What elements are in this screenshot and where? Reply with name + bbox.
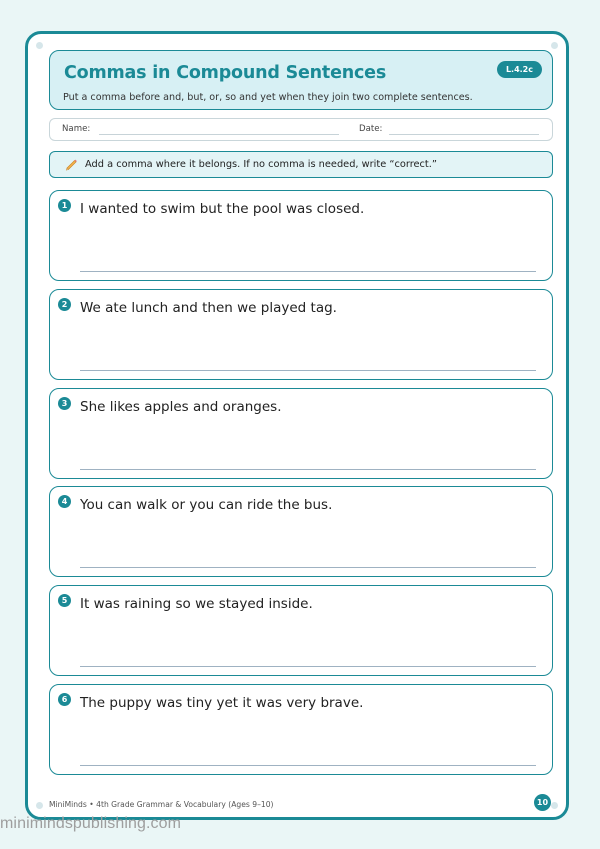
date-label: Date:	[359, 124, 383, 134]
question-card	[49, 585, 553, 676]
corner-dot	[551, 802, 558, 809]
answer-line[interactable]	[80, 271, 536, 272]
instructions-box	[49, 151, 553, 178]
corner-dot	[36, 802, 43, 809]
name-date-bar	[49, 118, 553, 141]
question-number: 1	[58, 199, 71, 212]
corner-dot	[36, 42, 43, 49]
question-sentence: It was raining so we stayed inside.	[80, 596, 313, 612]
question-card	[49, 190, 553, 281]
page-number-badge: 10	[534, 794, 551, 811]
question-number: 6	[58, 693, 71, 706]
question-number: 4	[58, 495, 71, 508]
watermark: minimindspublishing.com	[0, 815, 182, 832]
worksheet-page	[25, 31, 569, 820]
standard-badge: L.4.2c	[497, 61, 542, 78]
worksheet-header	[49, 50, 553, 110]
instructions-text: Add a comma where it belongs. If no comma is needed, write “correct.”	[85, 159, 437, 170]
question-number: 3	[58, 397, 71, 410]
answer-line[interactable]	[80, 765, 536, 766]
question-number: 5	[58, 594, 71, 607]
name-field[interactable]	[99, 134, 339, 135]
answer-line[interactable]	[80, 666, 536, 667]
answer-line[interactable]	[80, 567, 536, 568]
page-title: Commas in Compound Sentences	[64, 63, 387, 83]
question-sentence: The puppy was tiny yet it was very brave.	[80, 695, 364, 711]
question-sentence: I wanted to swim but the pool was closed.	[80, 201, 365, 217]
question-sentence: You can walk or you can ride the bus.	[80, 497, 333, 513]
question-sentence: We ate lunch and then we played tag.	[80, 300, 337, 316]
answer-line[interactable]	[80, 469, 536, 470]
question-number: 2	[58, 298, 71, 311]
corner-dot	[551, 42, 558, 49]
question-card	[49, 486, 553, 577]
question-card	[49, 289, 553, 380]
date-field[interactable]	[389, 134, 539, 135]
answer-line[interactable]	[80, 370, 536, 371]
question-card	[49, 684, 553, 775]
page-subtitle: Put a comma before and, but, or, so and yet when they join two complete sentences.	[63, 92, 473, 103]
name-label: Name:	[62, 124, 91, 134]
pencil-icon	[64, 157, 78, 171]
question-sentence: She likes apples and oranges.	[80, 399, 282, 415]
question-card	[49, 388, 553, 479]
footer-text: MiniMinds • 4th Grade Grammar & Vocabulary (Ages 9–10)	[49, 800, 274, 809]
